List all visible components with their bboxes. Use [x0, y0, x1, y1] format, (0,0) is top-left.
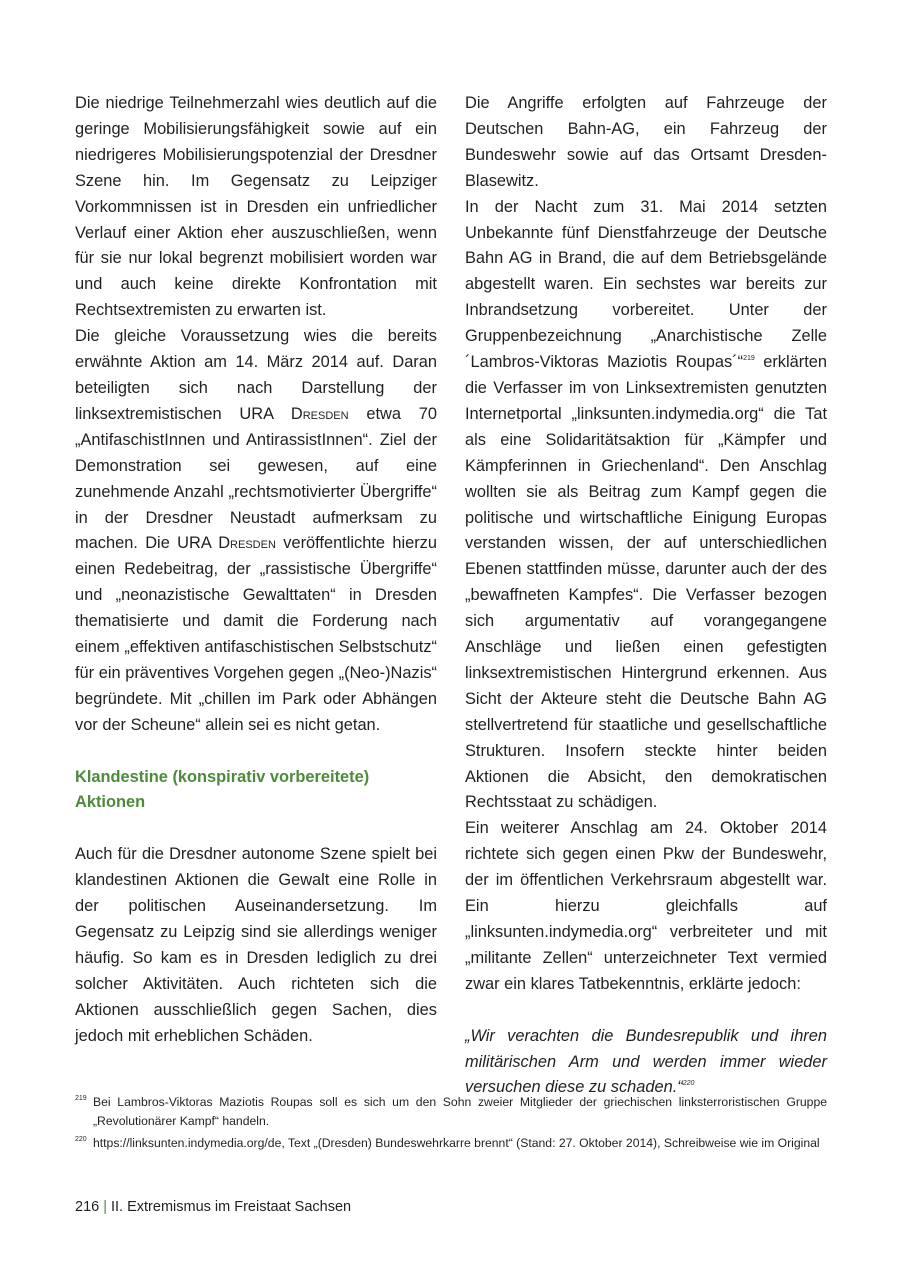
- page-number: 216: [75, 1199, 100, 1215]
- spacer: [75, 739, 437, 765]
- quote-text: „Wir verachten die Bundesrepublik und ihren militärischen Arm und werden immer wieder versuchen diese zu schaden.“: [465, 1026, 827, 1097]
- spacer: [465, 998, 827, 1024]
- footnotes: [75, 1093, 827, 1157]
- text-run: In der Nacht zum 31. Mai 2014 setzten Unbekannte fünf Dienstfahrzeuge der Deutsche Bahn AG in Brand, die auf dem Betriebsgelände abgestellt waren. Ein sechstes war bereits zur Inbrandsetzung vorbereitet. Unter der Gruppenbezeichnung „Anarchistische Zelle ´Lambros-Viktoras Maziotis Roupas´“: [465, 197, 827, 372]
- section-heading: Klandestine (konspirativ vorbereitete) Aktionen: [75, 767, 370, 812]
- paragraph: Die niedrige Teilnehmerzahl wies deutlich auf die geringe Mobilisierungsfähigkeit sowie auf ein niedrigeres Mobilisierungspotenzial der Dresdner Szene hin. Im Gegensatz zu Leipziger Vorkommnissen ist in Dresden ein unfriedlicher Verlauf einer Aktion eher auszuschließen, wenn für sie nur lokal begrenzt mobilisiert worden war und auch keine direkte Konfrontation mit Rechtsextremisten zu erwarten ist.: [75, 94, 437, 320]
- paragraph: [75, 324, 437, 739]
- text-run: Die gleiche Voraussetzung wies die bereits erwähnte Aktion am 14. März 2014 auf. Daran beteiligten sich nach Darstellung der linksextremistischen URA: [75, 327, 437, 423]
- text-run: erklärten die Verfasser im von Linksextremisten genutzten Internetportal „linksunten.indymedia.org“ die Tat als eine Solidaritätsaktion für „Kämpfer und Kämpferinnen in Griechenland“. Den Anschlag wollten sie als Beitrag zum Kampf gegen die politische und wirtschaftliche Einigung Europas verstanden wissen, der auf unterschiedlichen Ebenen stattfinden müsse, darunter auch der des „bewaffneten Kampfes“. Die Verfasser bezogen sich argumentativ auf vorangegangene Anschläge und ließen einen gefestigten linksextremistischen Hintergrund erkennen. Aus Sicht der Akteure steht die Deutsche Bahn AG stellvertretend für staatliche und gesellschaftliche Strukturen. Insofern steckte hinter beiden Aktionen die Absicht, den demokratischen Rechtsstaat zu schädigen.: [465, 353, 827, 812]
- footer-separator: |: [103, 1199, 107, 1215]
- footnote-number: 220: [75, 1136, 87, 1144]
- footnote-ref-219[interactable]: 219: [743, 355, 755, 363]
- spacer: [75, 816, 437, 842]
- quote: [465, 1024, 827, 1102]
- footnote-ref-220[interactable]: 220: [682, 1080, 695, 1088]
- footnote-219: [75, 1093, 827, 1130]
- text-run: veröffentlichte hierzu einen Redebeitrag, der „rassistische Übergriffe“ und „neonazistische Gewalttaten“ in Dresden thematisierte und damit die Forderung nach einem „effektiven antifaschistischen Selbstschutz“ für ein präventives Vorgehen gegen „(Neo-)Nazis“ begründete. Mit „chillen im Park oder Abhängen vor der Scheune“ allein sei es nicht getan.: [75, 534, 437, 734]
- chapter-title: II. Extremismus im Freistaat Sachsen: [110, 1199, 352, 1215]
- paragraph: [465, 195, 827, 817]
- left-column: [75, 91, 437, 1050]
- footnote-number: 219: [75, 1095, 87, 1102]
- page-footer: [75, 1199, 351, 1215]
- paragraph: Ein weiterer Anschlag am 24. Oktober 2014 richtete sich gegen einen Pkw der Bundeswehr, der im öffentlichen Verkehrsraum abgestellt war. Ein hierzu gleichfalls auf „linksunten.indymedia.org“ verbreiteter und mit „militante Zellen“ unterzeichneter Text vermied zwar ein klares Tatbekenntnis, erklärte jedoch:: [465, 819, 827, 993]
- ura-dresden-smallcaps: Dresden: [290, 404, 349, 423]
- footnote-text: https://linksunten.indymedia.org/de, Text „(Dresden) Bundeswehrkarre brennt“ (Stand: 27. Oktober 2014), Schreibweise wie im Original: [93, 1136, 820, 1151]
- footnote-220: [75, 1134, 827, 1153]
- text-run: etwa 70 „AntifaschistInnen und AntirassistInnen“. Ziel der Demonstration sei gewesen, auf eine zunehmende Anzahl „rechtsmotivierter Übergriffe“ in der Dresdner Neustadt aufmerksam zu machen. Die URA: [75, 404, 437, 553]
- right-column: [465, 91, 827, 1101]
- paragraph: Die Angriffe erfolgten auf Fahrzeuge der Deutschen Bahn-AG, ein Fahrzeug der Bundeswehr sowie auf das Ortsamt Dresden-Blasewitz.: [465, 94, 827, 190]
- ura-dresden-smallcaps: Dresden: [218, 534, 276, 553]
- paragraph: Auch für die Dresdner autonome Szene spielt bei klandestinen Aktionen die Gewalt eine Rolle in der politischen Auseinandersetzung. Im Gegensatz zu Leipzig sind sie allerdings weniger häufig. So kam es in Dresden lediglich zu drei solcher Aktivitäten. Auch richteten sich die Aktionen ausschließlich gegen Sachen, dies jedoch mit erheblichen Schäden.: [75, 845, 437, 1045]
- footnote-text: Bei Lambros-Viktoras Maziotis Roupas soll es sich um den Sohn zweier Mitglieder der griechischen linksterroristischen Gruppe „Revolutionärer Kampf“ handeln.: [93, 1095, 827, 1128]
